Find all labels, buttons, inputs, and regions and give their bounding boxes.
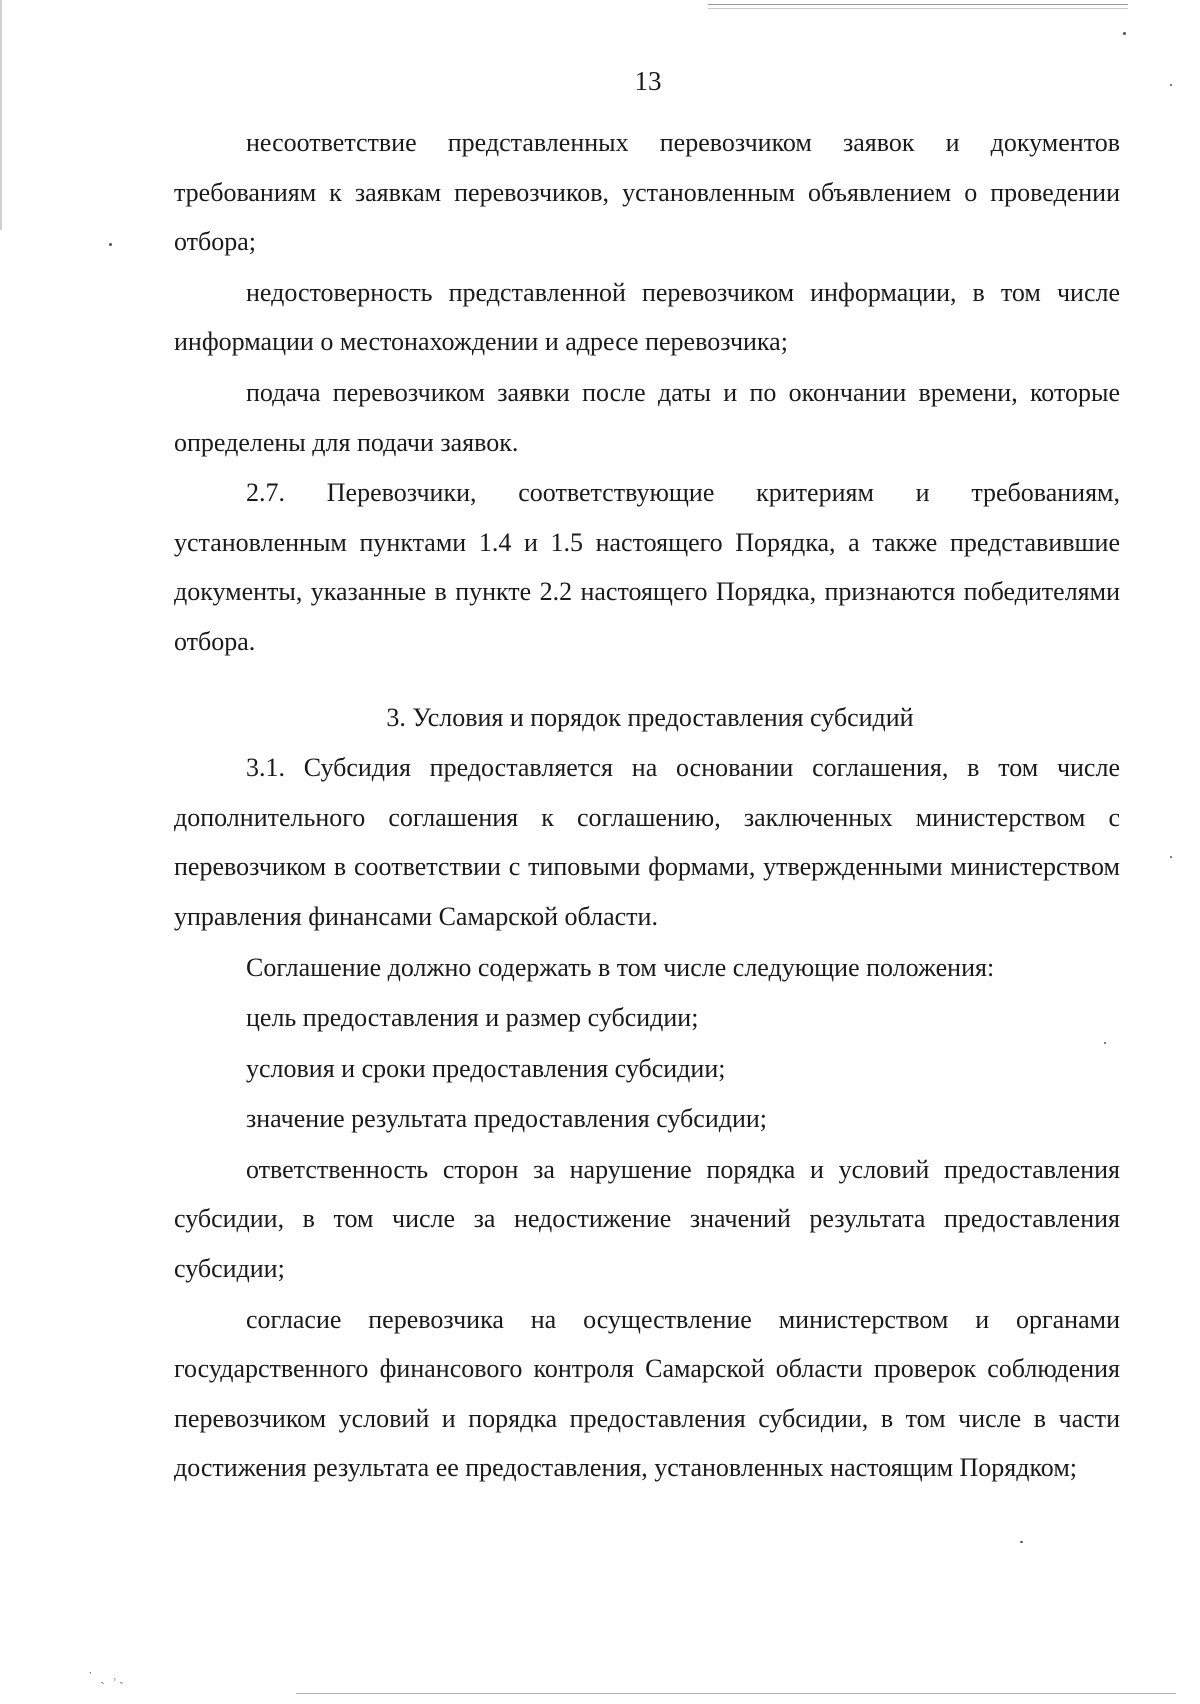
list-item: ответственность сторон за нарушение порядка и условий предоставления субсидии, в том числе за недостижение значений результата предоставления субсидии;: [174, 1154, 1120, 1284]
scan-artifact-line: [296, 1693, 1176, 1694]
paragraph: подача перевозчиком заявки после даты и по окончании времени, которые определены для подачи заявок.: [174, 377, 1120, 457]
scan-marks: ˙ ˎ ˒ˏ: [88, 1670, 126, 1685]
scan-artifact-line: [708, 4, 1128, 5]
document-body: [174, 118, 1120, 1494]
paragraph: несоответствие представленных перевозчиком заявок и документов требованиям к заявкам перевозчиков, установленным объявлением о проведении отбора;: [174, 128, 1120, 257]
list-item: условия и сроки предоставления субсидии;: [246, 1053, 726, 1083]
paragraph: 2.7. Перевозчики, соответствующие критериям и требованиям, установленным пунктами 1.4 и 1.5 настоящего Порядка, а также представившие документы, указанные в пункте 2.2 настоящего Порядка, признаются победителями отбора.: [174, 478, 1120, 656]
paragraph: недостоверность представленной перевозчиком информации, в том числе информации о местонахождении и адресе перевозчика;: [174, 277, 1120, 357]
page-number: 13: [634, 66, 662, 96]
scan-artifact-line: [708, 8, 1128, 9]
section-heading: 3. Условия и порядок предоставления субсидий: [386, 702, 914, 732]
list-item: цель предоставления и размер субсидии;: [246, 1003, 699, 1033]
paragraph: 3.1. Субсидия предоставляется на основании соглашения, в том числе дополнительного соглашения к соглашению, заключенных министерством с перевозчиком в соответствии с типовыми формами, утвержденными министерством управления финансами Самарской области.: [174, 753, 1120, 931]
scan-speck: [1123, 32, 1126, 35]
paragraph: Соглашение должно содержать в том числе следующие положения:: [246, 952, 995, 982]
scan-speck: [109, 243, 112, 246]
list-item: согласие перевозчика на осуществление министерством и органами государственного финансового контроля Самарской области проверок соблюдения перевозчиком условий и порядка предоставления субсидии, в том числе в части достижения результата ее предоставления, установленных настоящим Порядком;: [174, 1304, 1120, 1483]
scan-speck: [1170, 856, 1172, 858]
list-item: значение результата предоставления субсидии;: [246, 1104, 768, 1134]
scan-speck: [1020, 1541, 1023, 1543]
scan-artifact-edge: [0, 0, 2, 230]
